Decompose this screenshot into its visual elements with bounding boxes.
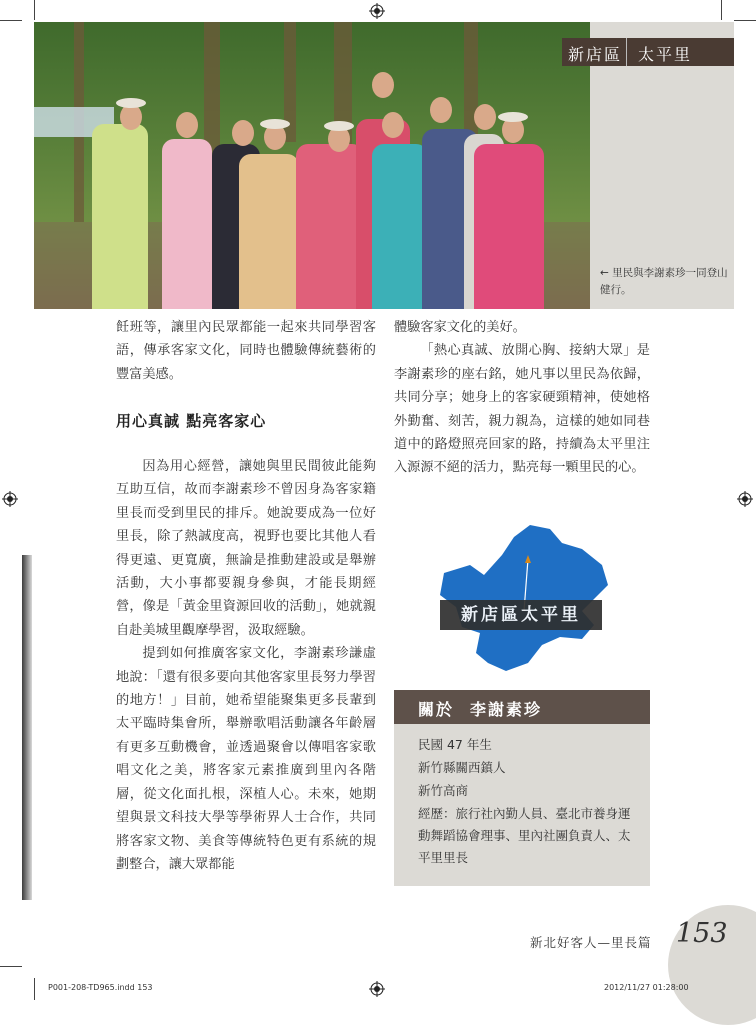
arrow-left-icon: ←	[600, 267, 609, 279]
left-column-body	[116, 455, 376, 876]
group-hiking-photo	[34, 22, 590, 309]
crop-mark	[734, 20, 756, 21]
crop-mark	[0, 966, 22, 967]
about-item: 經歷：旅行社內勤人員、臺北市養身運動舞蹈協會理事、里內社團負責人、太平里里長	[418, 806, 631, 865]
photo-caption	[600, 265, 730, 299]
tag-divider	[626, 38, 627, 66]
map-label: 新店區太平里	[440, 600, 602, 630]
section-heading: 用心真誠 點亮客家心	[116, 412, 267, 430]
left-column-top	[116, 316, 376, 386]
paragraph: 「熱心真誠、放開心胸、接納大眾」是李謝素珍的座右銘，她凡事以里民為依歸，共同分享；她身上的客家硬頸精神，使她格外勤奮、刻苦，親力親為，這樣的她如同巷道中的路燈照亮回家的路，持續為太平里注入源源不絕的活力，點亮每一顆里民的心。	[394, 343, 650, 476]
registration-mark-icon	[737, 491, 753, 507]
about-item: 民國 47 年生	[418, 737, 492, 752]
about-item: 新竹高商	[418, 783, 469, 798]
registration-mark-icon	[2, 491, 18, 507]
adjacent-page-photo-edge	[22, 555, 32, 900]
crop-mark	[0, 20, 22, 21]
crop-mark	[34, 978, 35, 1000]
page-number: 153	[676, 918, 728, 949]
district-tag	[562, 38, 734, 66]
about-heading-name: 李謝素珍	[470, 700, 543, 719]
about-heading	[394, 690, 650, 724]
caption-text: 里民與李謝素珍一同登山健行。	[600, 267, 728, 296]
about-item: 新竹縣關西鎮人	[418, 760, 506, 775]
paragraph: 因為用心經營，讓她與里民間彼此能夠互助互信，故而李謝素珍不曾因身為客家籍里長而受到里民的排斥。她說要成為一位好里長，除了熱誠度高，視野也要比其他人看得更遠、更寬廣，無論是推動建設或是舉辦活動，大小事都要親身參與，才能長期經營，像是「黃金里資源回收的活動」，她就親自赴美城里觀摩學習，汲取經驗。	[116, 459, 376, 638]
about-details	[418, 734, 632, 870]
crop-mark	[721, 0, 722, 20]
series-title: 新北好客人—里長篇	[530, 935, 652, 950]
map-shape	[440, 525, 608, 671]
right-column	[394, 316, 650, 480]
village-name: 太平里	[638, 45, 693, 64]
paragraph: 飪班等，讓里內民眾都能一起來共同學習客語，傳承客家文化，同時也體驗傳統藝術的豐富美感。	[116, 320, 376, 382]
paragraph: 提到如何推廣客家文化，李謝素珍謙虛地說：「還有很多要向其他客家里長努力學習的地方！」目前，她希望能聚集更多長輩到太平臨時集會所，舉辦歌唱活動讓各年齡層有更多互動機會，並透過聚會以傳唱客家歌唱文化之美，將客家元素推廣到里內各階層，從文化面扎根，深植人心。未來，她期望與景文科技大學等學術界人士合作，共同將客家文物、美食等傳統特色更有系統的規劃整合，讓大眾都能	[116, 646, 376, 872]
crop-mark	[34, 0, 35, 20]
paragraph: 體驗客家文化的美好。	[394, 320, 526, 335]
about-heading-prefix: 關於	[418, 700, 455, 719]
district-map	[432, 515, 612, 675]
district-name: 新店區	[568, 45, 623, 64]
registration-mark-icon	[369, 981, 385, 997]
date-slug: 2012/11/27 01:28:00	[604, 983, 689, 992]
registration-mark-icon	[369, 3, 385, 19]
file-slug: P001-208-TD965.indd 153	[48, 983, 153, 992]
